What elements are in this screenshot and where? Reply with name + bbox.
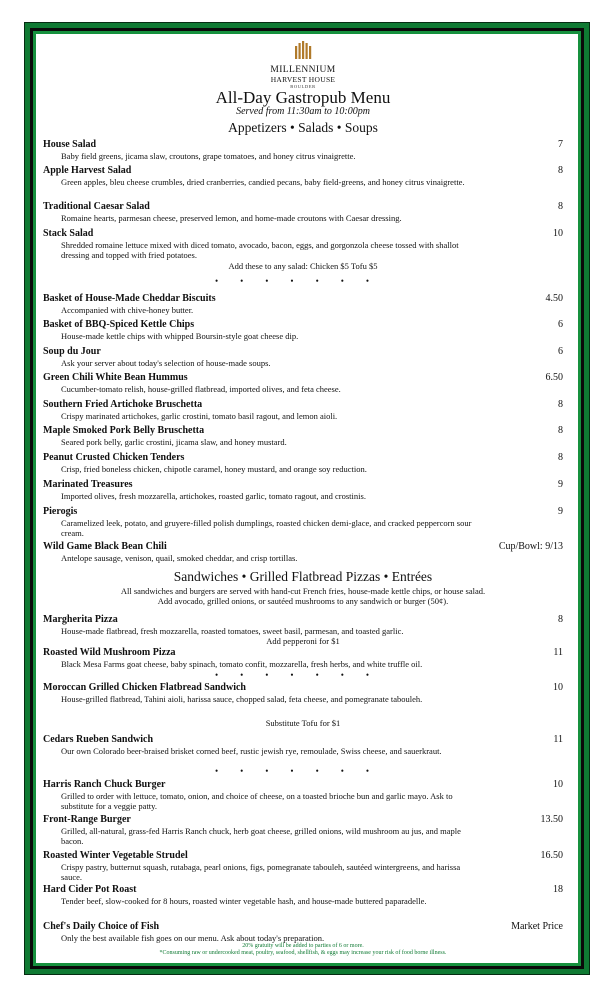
item-name: Soup du Jour (43, 346, 101, 357)
menu-item (43, 479, 563, 501)
item-price: 11 (553, 647, 563, 658)
pepperoni-note: Add pepperoni for $1 (266, 636, 340, 646)
divider-dots: ••••••• (214, 670, 392, 680)
item-price: 8 (558, 425, 563, 436)
item-description: Grilled, all-natural, grass-fed Harris Ranch chuck, herb goat cheese, grilled onions, wild mushroom au jus, and maple bacon. (61, 826, 461, 846)
menu-item (43, 201, 563, 223)
item-description: Crisp, fried boneless chicken, chipotle caramel, honey mustard, and orange soy reduction. (61, 464, 367, 474)
item-price: 10 (553, 682, 563, 693)
item-price: 6 (558, 346, 563, 357)
item-description: Black Mesa Farms goat cheese, baby spinach, tomato confit, mozzarella, fresh herbs, and white truffle oil. (61, 659, 423, 669)
item-name: Basket of House-Made Cheddar Biscuits (43, 293, 216, 304)
sandwich-addons-note: Add avocado, grilled onions, or sautéed mushrooms to any sandwich or burger (50¢). (157, 596, 449, 606)
menu-item (43, 139, 563, 161)
item-price: 18 (553, 884, 563, 895)
item-name: Stack Salad (43, 228, 94, 239)
menu-item (43, 541, 563, 563)
item-description: Tender beef, slow-cooked for 8 hours, roasted winter vegetable hash, and house-made buttered paparadelle. (61, 896, 427, 906)
menu-hours: Served from 11:30am to 10:00pm (236, 106, 370, 117)
item-name: Wild Game Black Bean Chili (43, 541, 167, 552)
item-price: 6 (558, 319, 563, 330)
item-description: Antelope sausage, venison, quail, smoked cheddar, and crisp tortillas. (61, 553, 298, 563)
menu-item (43, 682, 563, 704)
menu-item (43, 452, 563, 474)
menu-title: All-Day Gastropub Menu (215, 88, 391, 107)
item-price: 9 (558, 506, 563, 517)
item-name: Roasted Wild Mushroom Pizza (43, 647, 176, 658)
item-price: 8 (558, 165, 563, 176)
menu-item (43, 506, 563, 538)
divider-dots: ••••••• (214, 766, 392, 776)
divider-dots: ••••••• (214, 276, 392, 286)
item-description: House-made kettle chips with whipped Boursin-style goat cheese dip. (61, 331, 299, 341)
item-name: Basket of BBQ-Spiced Kettle Chips (43, 319, 195, 330)
item-description: Green apples, bleu cheese crumbles, dried cranberries, candied pecans, baby field-greens, and honey citrus vinaigrette. (61, 177, 465, 187)
item-name: Moroccan Grilled Chicken Flatbread Sandwich (43, 682, 246, 693)
item-price: 11 (553, 734, 563, 745)
item-description: House-made flatbread, fresh mozzarella, roasted tomatoes, sweet basil, parmesan, and toasted garlic. (61, 626, 404, 636)
item-price: Market Price (511, 921, 563, 932)
item-name: Traditional Caesar Salad (43, 201, 150, 212)
menu-item (43, 372, 563, 394)
menu-item (43, 346, 563, 368)
brand-subtitle: HARVEST HOUSE (270, 75, 336, 84)
item-description: Grilled to order with lettuce, tomato, onion, and choice of cheese, on a toasted brioche bun and garlic mayo. Ask to substitute for a veggie patty. (61, 791, 453, 811)
item-price: 8 (558, 201, 563, 212)
brand-logo-icon (293, 40, 313, 60)
item-name: Roasted Winter Vegetable Strudel (43, 850, 188, 861)
item-description: Romaine hearts, parmesan cheese, preserved lemon, and home-made croutons with Caesar dressing. (61, 213, 402, 223)
item-description: Imported olives, fresh mozzarella, artichokes, roasted garlic, tomato ragout, and crostinis. (61, 491, 366, 501)
item-description: Shredded romaine lettuce mixed with diced tomato, avocado, bacon, eggs, and gorgonzola cheese tossed with shallot dressing and topped with fried potatoes. (61, 240, 459, 260)
item-price: 4.50 (545, 293, 563, 304)
section-heading-sandwiches: Sandwiches • Grilled Flatbread Pizzas • Entrées (173, 569, 433, 584)
sandwich-sides-note: All sandwiches and burgers are served with hand-cut French fries, house-made kettle chips, or house salad. (120, 586, 486, 596)
item-price: 13.50 (540, 814, 563, 825)
item-name: Peanut Crusted Chicken Tenders (43, 452, 185, 463)
menu-item (43, 399, 563, 421)
item-price: Cup/Bowl: 9/13 (498, 541, 563, 552)
item-name: Cedars Rueben Sandwich (43, 734, 154, 745)
item-name: Chef's Daily Choice of Fish (43, 921, 160, 932)
menu-item (43, 884, 563, 906)
item-name: Apple Harvest Salad (43, 165, 132, 176)
salad-addon-note: Add these to any salad: Chicken $5 Tofu $5 (228, 261, 378, 271)
item-price: 8 (558, 452, 563, 463)
menu-item (43, 647, 563, 669)
menu-item (43, 814, 563, 846)
item-price: 16.50 (540, 850, 563, 861)
item-price: 10 (553, 228, 563, 239)
menu-item (43, 165, 563, 187)
item-price: 6.50 (545, 372, 563, 383)
item-price: 10 (553, 779, 563, 790)
item-name: House Salad (43, 139, 97, 150)
item-description: Baby field greens, jicama slaw, croutons, grape tomatoes, and honey citrus vinaigrette. (61, 151, 356, 161)
item-description: Accompanied with chive-honey butter. (61, 305, 194, 315)
menu-item (43, 425, 563, 447)
menu-item (43, 850, 563, 882)
item-description: Seared pork belly, garlic crostini, jicama slaw, and honey mustard. (61, 437, 287, 447)
brand-name: MILLENNIUM (270, 65, 336, 75)
item-description: Caramelized leek, potato, and gruyere-filled polish dumplings, roasted chicken demi-glace, and cracked peppercorn sour cream. (61, 518, 472, 538)
menu-item (43, 614, 563, 636)
food-safety-warning: *Consuming raw or undercooked meat, poultry, seafood, shellfish, & eggs may increase your risk of food borne illness. (159, 950, 447, 956)
item-name: Front-Range Burger (43, 814, 131, 825)
menu-item (43, 319, 563, 341)
item-description: Our own Colorado beer-braised brisket corned beef, rustic jewish rye, remoulade, Swiss cheese, and sauerkraut. (61, 746, 442, 756)
gratuity-note: 20% gratuity will be added to parties of 6 or more. (242, 943, 364, 949)
menu-item (43, 779, 563, 811)
item-description: Crispy marinated artichokes, garlic crostini, tomato basil ragout, and lemon aioli. (61, 411, 338, 421)
menu-item (43, 228, 563, 260)
item-description: Ask your server about today's selection of house-made soups. (61, 358, 271, 368)
item-name: Pierogis (43, 506, 78, 517)
item-description: House-grilled flatbread, Tahini aioli, harissa sauce, chopped salad, feta cheese, and pomegranate tabouleh. (61, 694, 423, 704)
tofu-note: Substitute Tofu for $1 (265, 718, 341, 728)
item-price: 9 (558, 479, 563, 490)
item-name: Marinated Treasures (43, 479, 133, 490)
item-name: Maple Smoked Pork Belly Bruschetta (43, 425, 205, 436)
item-description: Cucumber-tomato relish, house-grilled flatbread, imported olives, and feta cheese. (61, 384, 341, 394)
menu-item (43, 921, 563, 943)
item-name: Green Chili White Bean Hummus (43, 372, 188, 383)
item-price: 8 (558, 399, 563, 410)
item-description: Only the best available fish goes on our menu. Ask about today's preparation. (61, 933, 325, 943)
section-heading-appetizers: Appetizers • Salads • Soups (228, 120, 378, 135)
item-price: 8 (558, 614, 563, 625)
item-description: Crispy pastry, butternut squash, rutabaga, pearl onions, figs, pomegranate tabouleh, sautéed wintergreens, and harissa sauce. (61, 862, 461, 882)
brand-logo (43, 40, 563, 90)
item-name: Harris Ranch Chuck Burger (43, 779, 166, 790)
menu-item (43, 293, 563, 315)
brand-location: BOULDER (290, 84, 316, 89)
item-name: Margherita Pizza (43, 614, 118, 625)
menu-item (43, 734, 563, 756)
item-name: Southern Fried Artichoke Bruschetta (43, 399, 203, 410)
item-name: Hard Cider Pot Roast (43, 884, 137, 895)
item-price: 7 (558, 139, 563, 150)
